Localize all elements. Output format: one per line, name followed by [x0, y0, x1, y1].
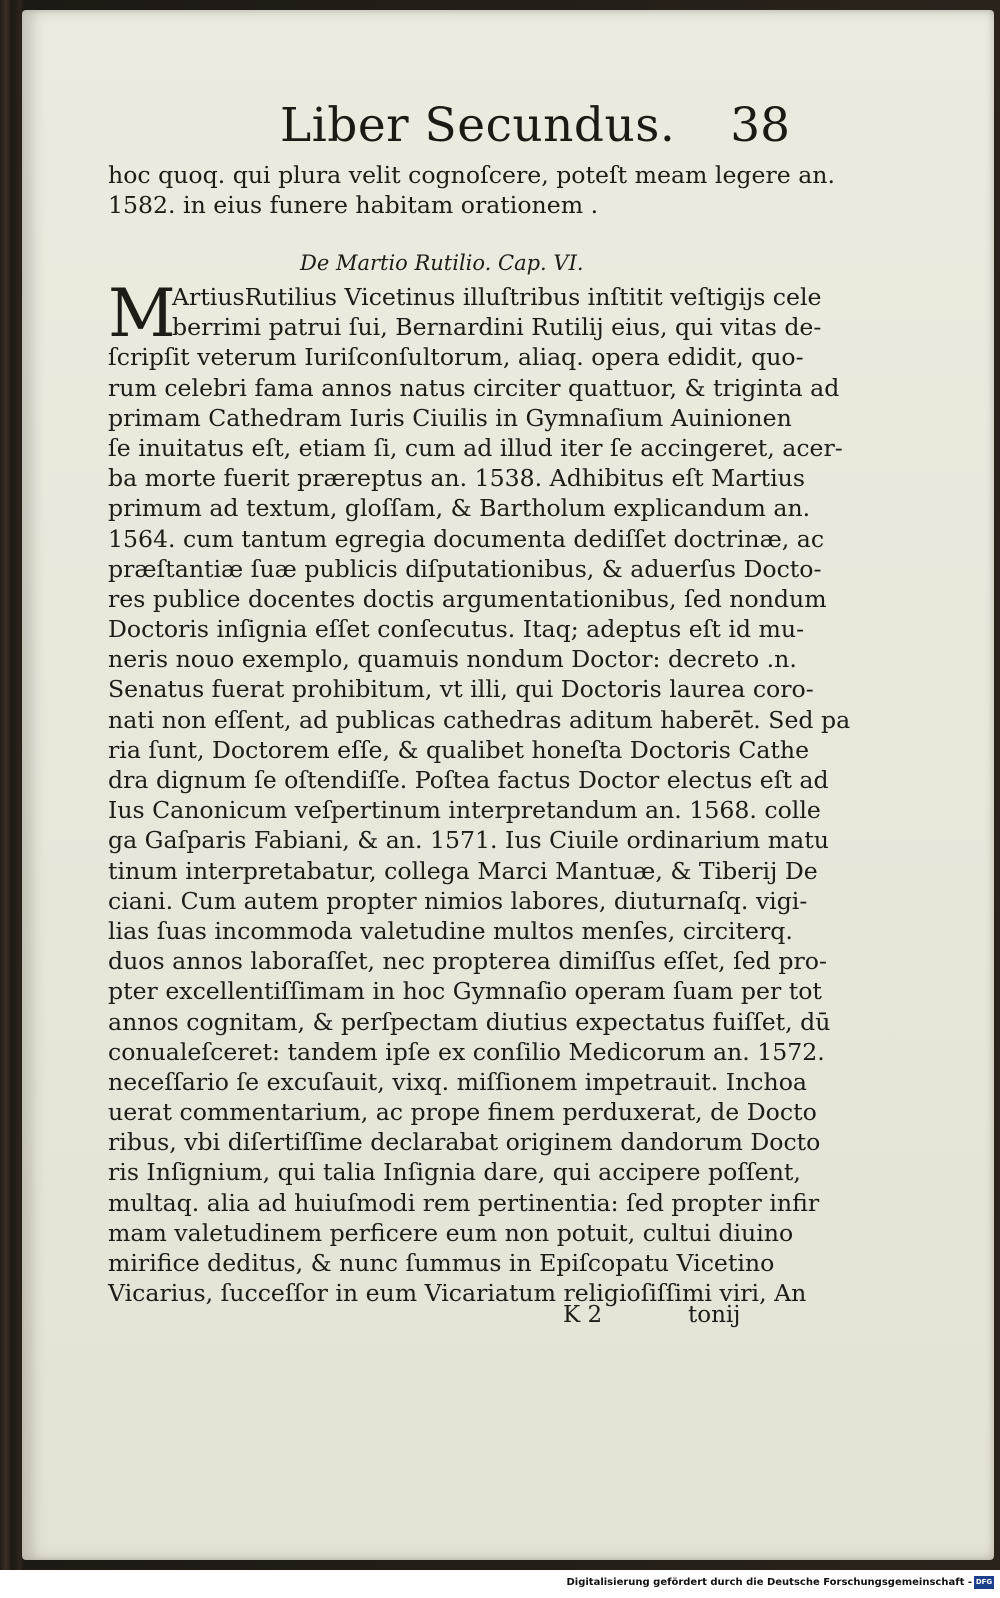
text-line: ris Inſignium, qui talia Inſignia dare, qui accipere poſſent,	[108, 1158, 801, 1187]
text-line: primum ad textum, gloſſam, & Bartholum explicandum an.	[108, 494, 811, 523]
text-line: ciani. Cum autem propter nimios labores, diuturnaſq. vigi-	[108, 886, 808, 915]
text-line: ribus, vbi diſertiſſime declarabat originem dandorum Docto	[108, 1128, 821, 1157]
text-line: ArtiusRutilius Vicetinus illuſtribus inſtitit veſtigijs cele	[172, 283, 822, 311]
intro-paragraph	[108, 160, 836, 220]
text-line: conualeſceret: tandem ipſe ex conſilio Medicorum an. 1572.	[108, 1037, 825, 1066]
drop-cap: M	[108, 275, 176, 352]
text-line: mam valetudinem perficere eum non potuit, cultui diuino	[108, 1218, 794, 1247]
digitization-credit: Digitalisierung gefördert durch die Deutsche Forschungsgemeinschaft -	[566, 1577, 972, 1588]
catchword: tonij	[688, 1302, 741, 1328]
text-line: res publice docentes doctis argumentationibus, ſed nondum	[108, 584, 827, 613]
text-line: berrimi patrui ſui, Bernardini Rutilij eius, qui vitas de-	[172, 313, 822, 342]
text-line: 1582. in eius funere habitam orationem .	[108, 191, 599, 220]
text-line: neris nouo exemplo, quamuis nondum Doctor: decreto .n.	[108, 645, 797, 674]
text-line: rum celebri fama annos natus circiter quattuor, & triginta ad	[108, 373, 840, 402]
text-line: primam Cathedram Iuris Ciuilis in Gymnaſium Auinionen	[108, 403, 792, 432]
text-line: præſtantiæ ſuæ publicis diſputationibus, & aduerſus Docto-	[108, 554, 822, 583]
chapter-body	[108, 275, 851, 1308]
text-line: Senatus fuerat prohibitum, vt illi, qui Doctoris laurea coro-	[108, 675, 814, 704]
dfg-logo-icon: DFG	[974, 1576, 994, 1589]
text-line: multaq. alia ad huiuſmodi rem pertinentia: ſed propter infir	[108, 1188, 820, 1217]
text-line: ſcripſit veterum Iuriſconſultorum, aliaq. opera edidit, quo-	[108, 343, 804, 372]
text-line: hoc quoq. qui plura velit cognoſcere, poteſt meam legere an.	[108, 161, 836, 189]
text-line: uerat commentarium, ac prope finem perduxerat, de Docto	[108, 1098, 817, 1127]
text-line: Ius Canonicum veſpertinum interpretandum an. 1568. colle	[108, 796, 821, 825]
text-line: mirifice deditus, & nunc ſummus in Epiſcopatu Vicetino	[108, 1249, 775, 1277]
text-line: dra dignum ſe oſtendiſſe. Poſtea factus Doctor electus eſt ad	[108, 766, 829, 794]
text-line: Doctoris inſignia eſſet conſecutus. Itaq; adeptus eſt id mu-	[108, 615, 805, 644]
text-line: neceſſario ſe excuſauit, vixq. miſſionem impetrauit. Inchoa	[108, 1067, 807, 1096]
text-line: annos cognitam, & perſpectam diutius expectatus fuiſſet, dū	[108, 1007, 831, 1036]
text-line: pter excellentiſſimam in hoc Gymnaſio operam ſuam per tot	[108, 977, 822, 1006]
text-line: ria ſunt, Doctorem eſſe, & qualibet honeſta Doctoris Cathe	[108, 735, 810, 764]
chapter-heading: De Martio Rutilio. Cap. VI.	[300, 251, 584, 275]
text-line: 1564. cum tantum egregia documenta dediſſet doctrinæ, ac	[108, 524, 825, 553]
running-header	[280, 98, 790, 156]
text-line: Vicarius, ſucceſſor in eum Vicariatum religioſiſſimi viri, An	[108, 1279, 807, 1308]
page-number: 38	[730, 98, 790, 153]
text-line: nati non eſſent, ad publicas cathedras aditum haberēt. Sed pa	[108, 705, 851, 734]
text-line: lias ſuas incommoda valetudine multos menſes, circiterq.	[108, 916, 793, 945]
text-line: ſe inuitatus eſt, etiam ſi, cum ad illud iter ſe accingeret, acer-	[108, 433, 843, 462]
text-line: ba morte fuerit præreptus an. 1538. Adhibitus eſt Martius	[108, 464, 805, 493]
text-line: tinum interpretabatur, collega Marci Mantuæ, & Tiberij De	[108, 856, 818, 885]
running-title: Liber Secundus.	[280, 98, 676, 153]
signature-mark: K 2	[563, 1302, 603, 1328]
text-line: ga Gaſparis Fabiani, & an. 1571. Ius Ciuile ordinarium matu	[108, 826, 829, 855]
text-line: duos annos laboraſſet, nec propterea dimiſſus eſſet, ſed pro-	[108, 947, 827, 976]
